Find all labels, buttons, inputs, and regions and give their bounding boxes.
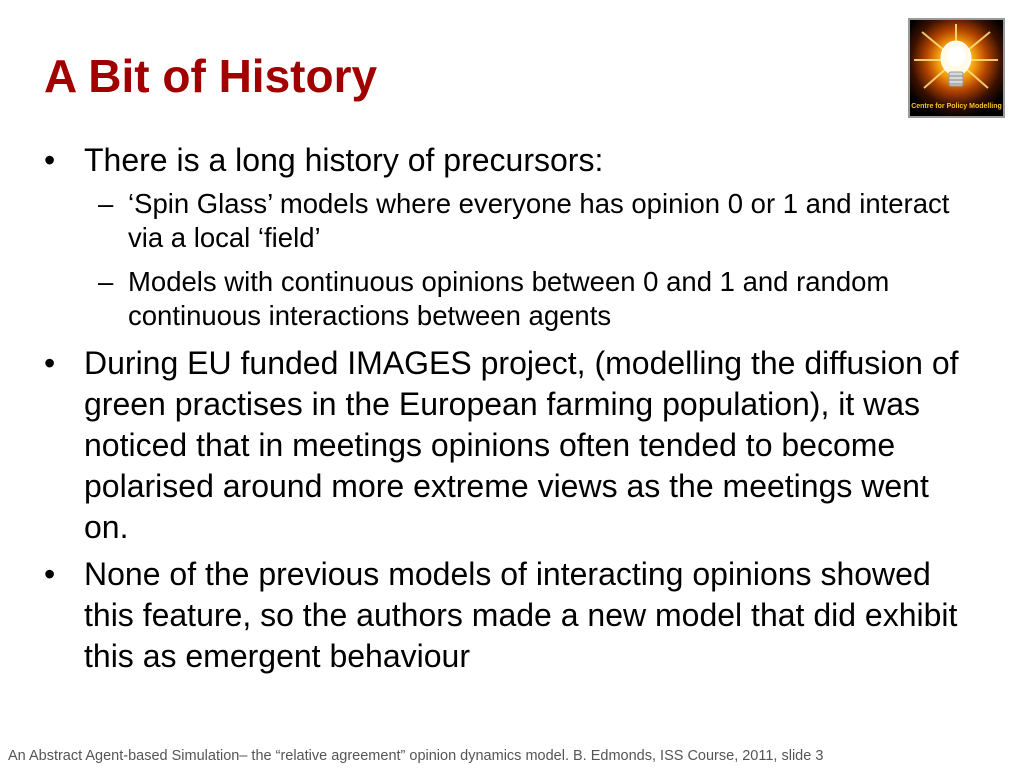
bullet-item xyxy=(44,343,974,548)
lightbulb-icon xyxy=(910,20,1003,116)
logo xyxy=(908,18,1005,118)
bullet-item xyxy=(44,140,974,181)
slide-title: A Bit of History xyxy=(44,50,378,102)
bullet-marker: • xyxy=(44,556,56,592)
sub-bullet-text: Models with continuous opinions between 0 and 1 and random continuous interactions between agents xyxy=(128,266,890,331)
sub-bullet-item xyxy=(44,187,974,255)
slide-body xyxy=(44,140,974,683)
bullet-marker: • xyxy=(44,345,56,381)
bullet-marker: • xyxy=(44,142,56,178)
sub-bullet-marker: – xyxy=(98,188,114,219)
logo-caption: Centre for Policy Modelling xyxy=(911,103,1002,110)
bullet-item xyxy=(44,554,974,677)
bullet-text: None of the previous models of interacting opinions showed this feature, so the authors made a new model that did exhibit this as emergent behaviour xyxy=(84,556,958,674)
sub-bullet-item xyxy=(44,265,974,333)
bullet-text: During EU funded IMAGES project, (modelling the diffusion of green practises in the European farming population), it was noticed that in meetings opinions often tended to become polarised around more extreme views as the meetings went on. xyxy=(84,345,959,545)
sub-bullet-text: ‘Spin Glass’ models where everyone has opinion 0 or 1 and interact via a local ‘field’ xyxy=(128,188,950,253)
slide-footer: An Abstract Agent-based Simulation– the “relative agreement” opinion dynamics model. B. Edmonds, ISS Course, 2011, slide 3 xyxy=(8,748,824,764)
bullet-text: There is a long history of precursors: xyxy=(84,142,604,178)
sub-bullet-marker: – xyxy=(98,266,114,297)
